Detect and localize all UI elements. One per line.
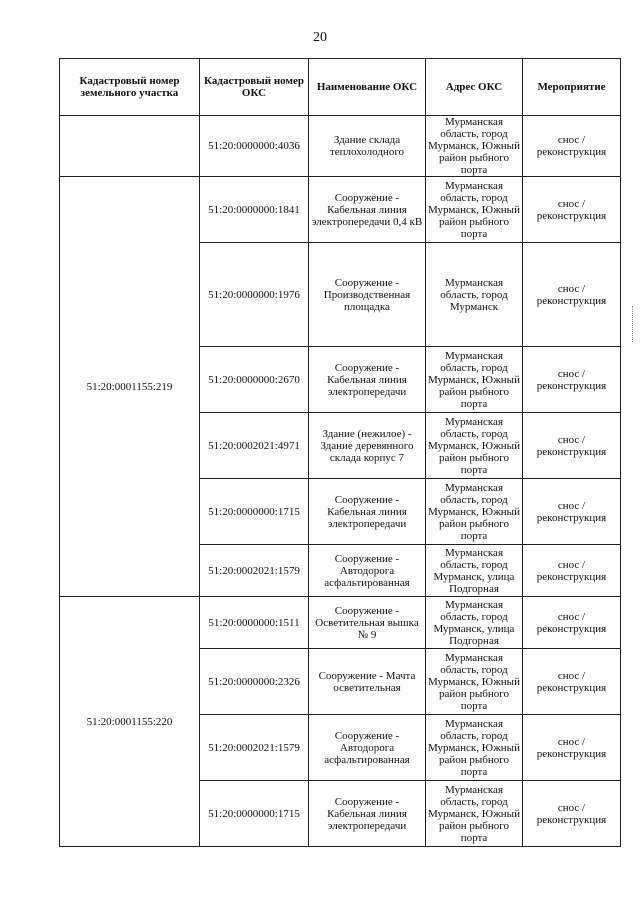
oks-action: снос / реконструкция (523, 243, 621, 347)
land-cadastral-number: 51:20:0001155:220 (60, 597, 200, 847)
header-land-cadastral: Кадастровый номер земельного участка (60, 59, 200, 116)
oks-name: Сооружение - Осветительная вышка № 9 (309, 597, 426, 649)
oks-number: 51:20:0000000:1715 (200, 781, 309, 847)
oks-name: Сооружение - Кабельная линия электропередачи (309, 479, 426, 545)
oks-name: Сооружение - Автодорога асфальтированная (309, 715, 426, 781)
oks-action: снос / реконструкция (523, 545, 621, 597)
oks-name: Здание склада теплохолодного (309, 116, 426, 177)
oks-action: снос / реконструкция (523, 479, 621, 545)
oks-address: Мурманская область, город Мурманск, Южный район рыбного порта (426, 177, 523, 243)
oks-address: Мурманская область, город Мурманск, Южный район рыбного порта (426, 781, 523, 847)
header-oks-name: Наименование ОКС (309, 59, 426, 116)
table-row (60, 116, 621, 177)
oks-number: 51:20:0002021:1579 (200, 715, 309, 781)
land-cell-empty (60, 116, 200, 177)
oks-number: 51:20:0002021:4971 (200, 413, 309, 479)
oks-action: снос / реконструкция (523, 781, 621, 847)
oks-action: снос / реконструкция (523, 597, 621, 649)
table-row (60, 177, 621, 243)
oks-action: снос / реконструкция (523, 177, 621, 243)
oks-number: 51:20:0000000:1715 (200, 479, 309, 545)
oks-name: Сооружение - Автодорога асфальтированная (309, 545, 426, 597)
oks-address: Мурманская область, город Мурманск, улица Подгорная (426, 545, 523, 597)
oks-address: Мурманская область, город Мурманск, Южный район рыбного порта (426, 116, 523, 177)
page-number: 20 (313, 30, 327, 45)
oks-number: 51:20:0000000:1511 (200, 597, 309, 649)
oks-table (59, 58, 621, 847)
oks-name: Сооружение - Производственная площадка (309, 243, 426, 347)
oks-name: Здание (нежилое) - Здание деревянного склада корпус 7 (309, 413, 426, 479)
oks-name: Сооружение - Кабельная линия электропередачи (309, 781, 426, 847)
oks-number: 51:20:0002021:1579 (200, 545, 309, 597)
oks-action: снос / реконструкция (523, 413, 621, 479)
oks-address: Мурманская область, город Мурманск (426, 243, 523, 347)
table-header-row (60, 59, 621, 116)
table-row (60, 597, 621, 649)
header-oks-address: Адрес ОКС (426, 59, 523, 116)
oks-address: Мурманская область, город Мурманск, Южный район рыбного порта (426, 347, 523, 413)
oks-address: Мурманская область, город Мурманск, Южный район рыбного порта (426, 479, 523, 545)
header-action: Мероприятие (523, 59, 621, 116)
oks-number: 51:20:0000000:4036 (200, 116, 309, 177)
header-oks-cadastral: Кадастровый номер ОКС (200, 59, 309, 116)
scan-artifact (632, 306, 635, 342)
land-cadastral-number: 51:20:0001155:219 (60, 177, 200, 597)
oks-action: снос / реконструкция (523, 649, 621, 715)
oks-name: Сооружение - Кабельная линия электропередачи 0,4 кВ (309, 177, 426, 243)
oks-address: Мурманская область, город Мурманск, Южный район рыбного порта (426, 649, 523, 715)
oks-number: 51:20:0000000:1976 (200, 243, 309, 347)
oks-name: Сооружение - Кабельная линия электропередачи (309, 347, 426, 413)
oks-address: Мурманская область, город Мурманск, Южный район рыбного порта (426, 715, 523, 781)
oks-number: 51:20:0000000:1841 (200, 177, 309, 243)
oks-number: 51:20:0000000:2326 (200, 649, 309, 715)
oks-name: Сооружение - Мачта осветительная (309, 649, 426, 715)
oks-action: снос / реконструкция (523, 715, 621, 781)
oks-action: снос / реконструкция (523, 116, 621, 177)
oks-number: 51:20:0000000:2670 (200, 347, 309, 413)
oks-address: Мурманская область, город Мурманск, Южный район рыбного порта (426, 413, 523, 479)
oks-action: снос / реконструкция (523, 347, 621, 413)
oks-address: Мурманская область, город Мурманск, улица Подгорная (426, 597, 523, 649)
